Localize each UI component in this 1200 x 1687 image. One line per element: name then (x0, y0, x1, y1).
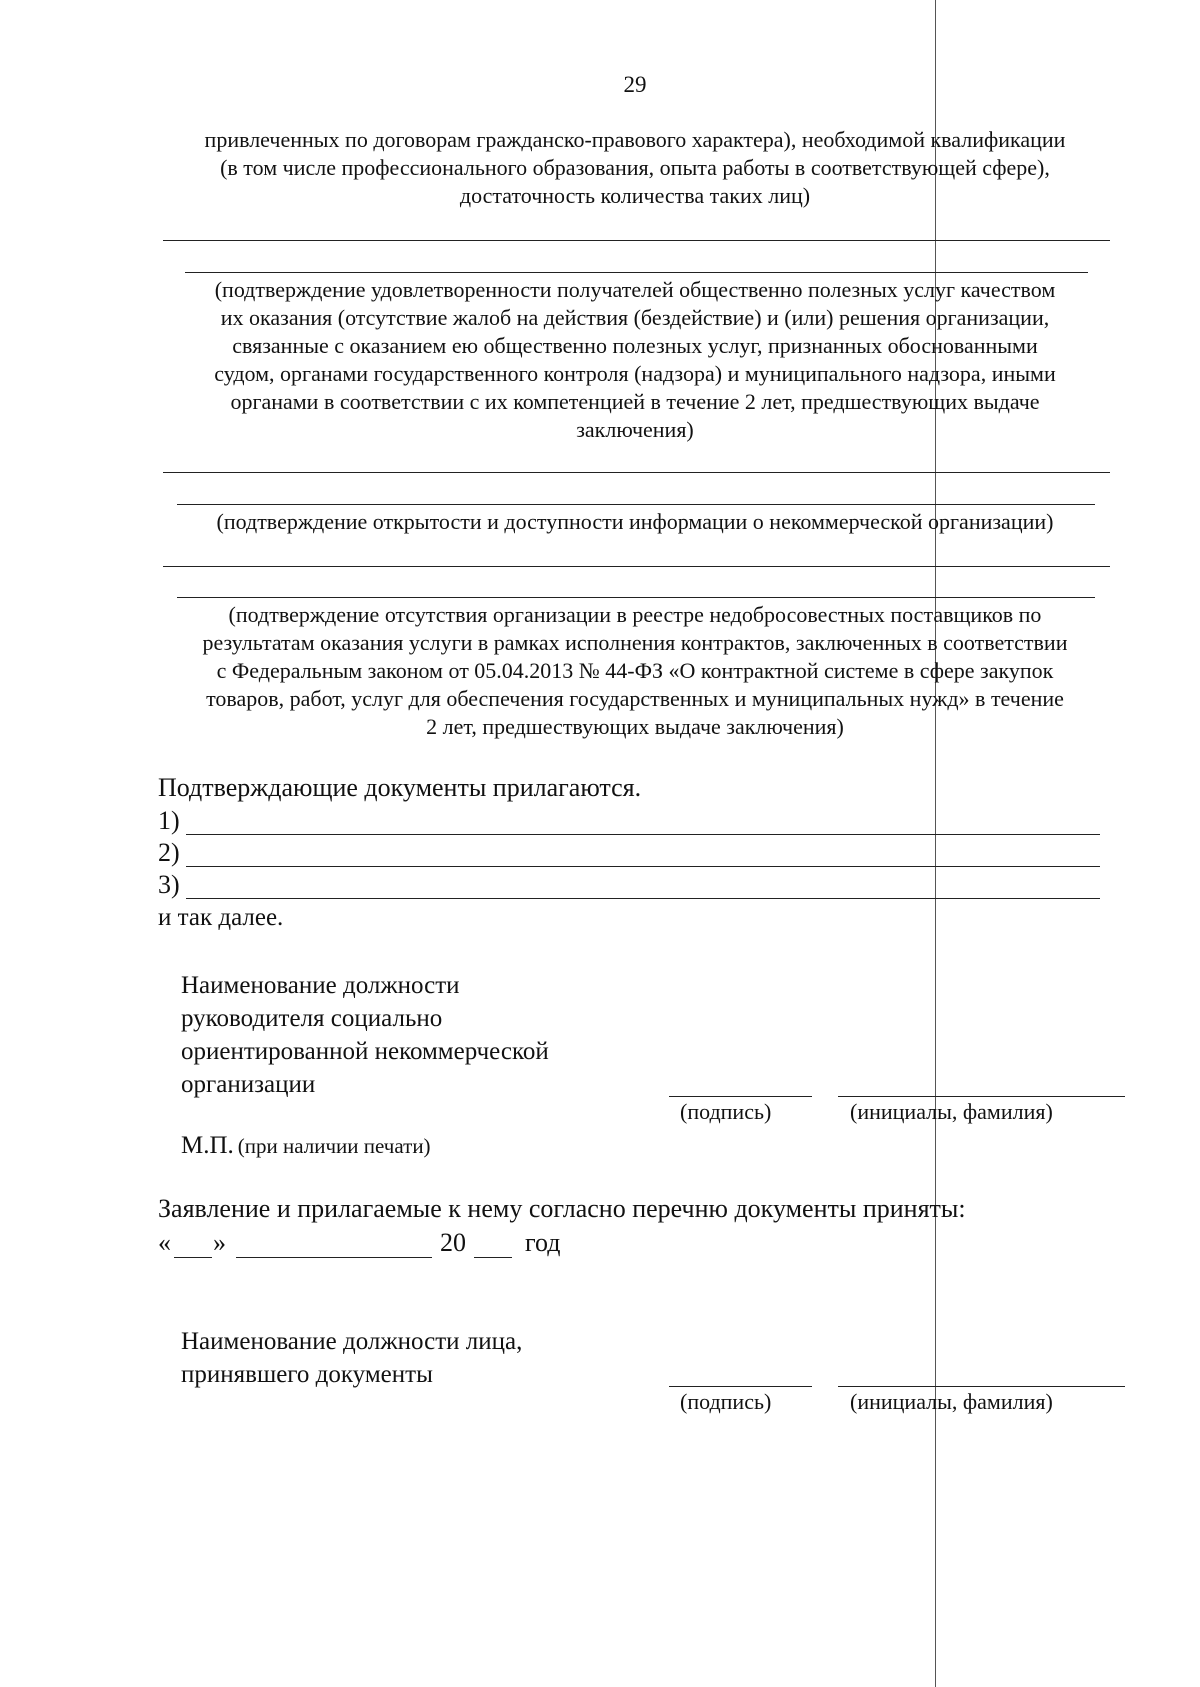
text-line: результатам оказания услуги в рамках исполнения контрактов, заключенных в соответствии (202, 630, 1068, 655)
text-line: их оказания (отсутствие жалоб на действия (бездействие) и (или) решения организации, (220, 305, 1050, 330)
stamp-condition: (при наличии печати) (237, 1134, 431, 1158)
text-line: (в том числе профессионального образования, опыта работы в соответствующей сфере), (220, 155, 1050, 180)
date-month-line[interactable] (236, 1257, 432, 1258)
signature-label: (подпись) (680, 1389, 772, 1414)
initials-label: (инициалы, фамилия) (850, 1389, 1053, 1414)
text-line: Наименование должности (181, 972, 460, 999)
stamp-note (181, 1132, 431, 1160)
fill-line[interactable] (177, 597, 1095, 598)
text-line: (подтверждение открытости и доступности информации о некоммерческой организации) (216, 509, 1054, 534)
signature-line[interactable] (669, 1096, 812, 1097)
date-open-quote: « (158, 1228, 171, 1257)
initials-label: (инициалы, фамилия) (850, 1099, 1053, 1124)
text-line: организации (181, 1071, 316, 1098)
fill-line[interactable] (163, 240, 1110, 241)
fill-line[interactable] (177, 504, 1095, 505)
text-line: 2 лет, предшествующих выдаче заключения) (426, 714, 844, 739)
date-year-line[interactable] (474, 1257, 512, 1258)
text-line: с Федеральным законом от 05.04.2013 № 44-ФЗ «О контрактной системе в сфере закупок (216, 658, 1054, 683)
date-century: 20 (440, 1228, 466, 1257)
text-line: привлеченных по договорам гражданско-правового характера), необходимой квалификации (204, 127, 1066, 152)
etc-text: и так далее. (158, 904, 284, 931)
text-line: судом, органами государственного контроля (надзора) и муниципального надзора, иными (214, 361, 1056, 386)
doc-item-number: 2) (158, 838, 180, 867)
accepted-statement: Заявление и прилагаемые к нему согласно перечню документы приняты: (158, 1194, 966, 1223)
text-line: связанные с оказанием ею общественно полезных услуг, признанных обоснованными (232, 333, 1038, 358)
text-line: Наименование должности лица, (181, 1328, 523, 1355)
initials-line[interactable] (838, 1096, 1125, 1097)
scan-artifact-line (935, 0, 936, 1687)
paragraph-satisfaction (155, 276, 1115, 444)
paragraph-registry (155, 601, 1115, 741)
fill-line[interactable] (163, 472, 1110, 473)
text-line: (подтверждение отсутствия организации в реестре недобросовестных поставщиков по (228, 602, 1042, 627)
text-line: принявшего документы (181, 1361, 433, 1388)
doc-item-line[interactable] (186, 834, 1100, 835)
text-line: заключения) (576, 417, 694, 442)
date-day-line[interactable] (174, 1257, 212, 1258)
head-position-title (181, 969, 549, 1101)
text-line: ориентированной некоммерческой (181, 1038, 549, 1065)
paragraph-qualification (155, 126, 1115, 210)
doc-item-line[interactable] (186, 866, 1100, 867)
date-close-quote: » (213, 1228, 226, 1257)
text-line: (подтверждение удовлетворенности получателей общественно полезных услуг качеством (214, 277, 1056, 302)
doc-item-line[interactable] (186, 898, 1100, 899)
receiver-position-title (181, 1325, 522, 1391)
page-number: 29 (623, 72, 647, 97)
text-line: органами в соответствии с их компетенцией в течение 2 лет, предшествующих выдаче (230, 389, 1040, 414)
text-line: руководителя социально (181, 1005, 443, 1032)
signature-label: (подпись) (680, 1099, 772, 1124)
fill-line[interactable] (163, 566, 1110, 567)
date-year-word: год (525, 1228, 561, 1257)
docs-heading: Подтверждающие документы прилагаются. (158, 773, 642, 802)
doc-item-number: 3) (158, 870, 180, 899)
text-line: товаров, работ, услуг для обеспечения государственных и муниципальных нужд» в течение (206, 686, 1064, 711)
text-line: достаточность количества таких лиц) (459, 183, 811, 208)
paragraph-openness (155, 508, 1115, 536)
doc-item-number: 1) (158, 806, 180, 835)
initials-line[interactable] (838, 1386, 1125, 1387)
fill-line[interactable] (185, 272, 1088, 273)
signature-line[interactable] (669, 1386, 812, 1387)
stamp-label: М.П. (181, 1132, 234, 1159)
